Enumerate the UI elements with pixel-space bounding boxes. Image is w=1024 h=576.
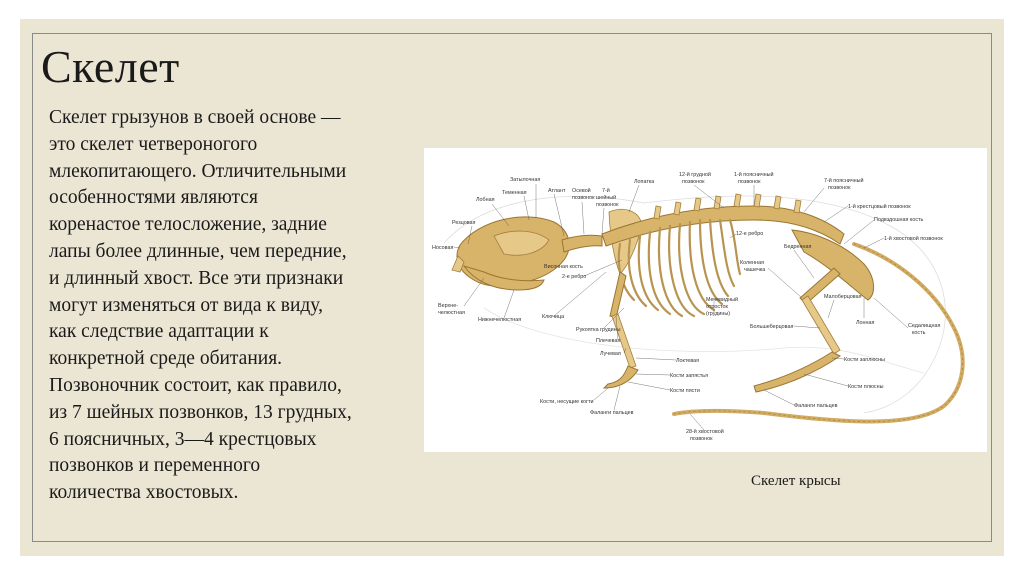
label-kosti-nesushie: Кости, несущие когти bbox=[540, 399, 594, 405]
label-1-poyasn-1: 1-й поясничный bbox=[734, 172, 774, 178]
body-line: из 7 шейных позвонков, 13 грудных, bbox=[49, 401, 352, 423]
front-paw-bones bbox=[604, 366, 638, 388]
slide-body-text bbox=[49, 105, 429, 507]
label-12-grudnoy-1: 12-й грудной bbox=[679, 172, 711, 178]
label-podvzdoshnaya: Подвздошная кость bbox=[874, 217, 924, 223]
figure-caption: Скелет крысы bbox=[751, 473, 841, 489]
body-line: как следствие адаптации к bbox=[49, 321, 269, 343]
label-falangi-2: Фаланги пальцев bbox=[794, 403, 838, 409]
body-line: это скелет четвероногого bbox=[49, 133, 258, 155]
label-1-hvost: 1-й хвостовой позвонок bbox=[884, 236, 943, 242]
label-7-poyasn-1: 7-й поясничный bbox=[824, 178, 864, 184]
body-line: Скелет грызунов в своей основе — bbox=[49, 107, 341, 128]
label-kolennaya-1: Коленная bbox=[740, 260, 765, 266]
label-28-hvost-1: 28-й хвостовой bbox=[686, 429, 724, 435]
label-osevoy: Осевой bbox=[572, 188, 591, 194]
label-plechevaya: Плечевая bbox=[596, 338, 621, 344]
label-kosti-pyasti: Кости пясти bbox=[670, 388, 700, 394]
label-atlant: Атлант bbox=[548, 188, 566, 194]
body-line: лапы более длинные, чем передние, bbox=[49, 240, 347, 262]
label-verhnechel-2: челюстная bbox=[438, 310, 465, 316]
label-zatylochnaya: Затылочная bbox=[510, 177, 541, 183]
slide-title: Скелет bbox=[41, 41, 180, 92]
label-12-grudnoy-2: позвонок bbox=[682, 179, 705, 185]
label-1-krestc: 1-й крестцовый позвонок bbox=[848, 204, 911, 210]
label-malobercovaya: Малоберцовая bbox=[824, 294, 862, 300]
label-kolennaya-2: чашечка bbox=[744, 267, 766, 273]
label-klyuchica: Ключица bbox=[542, 314, 565, 320]
body-line: млекопитающего. Отличительными bbox=[49, 160, 347, 182]
body-line: коренастое телосложение, задние bbox=[49, 214, 327, 236]
rat-skeleton-figure bbox=[424, 148, 987, 452]
label-kosti-zapyastya: Кости запястья bbox=[670, 373, 709, 379]
label-1-poyasn-2: позвонок bbox=[738, 179, 761, 185]
label-rukoyatka: Рукоятка грудины bbox=[576, 327, 621, 333]
label-luchevaya: Лучевая bbox=[600, 351, 621, 357]
body-line: позвонков и переменного bbox=[49, 455, 261, 477]
label-7-sheyny-3: позвонок bbox=[596, 202, 619, 208]
body-line: количества хвостовых. bbox=[49, 482, 239, 504]
label-falangi-1: Фаланги пальцев bbox=[590, 410, 634, 416]
body-line: конкретной среде обитания. bbox=[49, 348, 283, 370]
label-lonnaya: Лонная bbox=[856, 320, 875, 326]
body-line: и длинный хвост. Все эти признаки bbox=[49, 267, 344, 289]
body-line: Позвоночник состоит, как правило, bbox=[49, 374, 342, 396]
label-rezcovaya: Резцовая bbox=[452, 220, 476, 226]
label-7-poyasn-2: позвонок bbox=[828, 185, 851, 191]
label-loktevaya: Локтевая bbox=[676, 358, 700, 364]
label-verhnechel-1: Верхне- bbox=[438, 303, 458, 309]
hind-foot-bones bbox=[754, 352, 840, 392]
label-sedalishch-1: Седалищная bbox=[908, 323, 941, 329]
humerus-bone bbox=[610, 272, 626, 318]
pelvis-bone bbox=[792, 230, 874, 300]
label-2-rebro: 2-е ребро bbox=[562, 274, 587, 280]
label-nosovaya: Носовая bbox=[432, 245, 454, 251]
tibia-bone bbox=[802, 296, 840, 354]
label-mechevidny-2: отросток bbox=[706, 304, 728, 310]
rat-skeleton-illustration bbox=[424, 148, 987, 452]
label-bedrennaya: Бедренная bbox=[784, 244, 812, 250]
label-viskovaya: Височная кость bbox=[544, 264, 583, 270]
label-lobnaya: Лобная bbox=[476, 197, 495, 203]
label-sedalishch-2: кость bbox=[912, 330, 926, 336]
label-lopatka: Лопатка bbox=[634, 179, 655, 185]
cervical-vertebrae bbox=[562, 235, 602, 252]
label-12-rebro: 12-е ребро bbox=[736, 231, 764, 237]
label-mechevidny-1: Мечевидный bbox=[706, 297, 739, 303]
label-temennaya: Теменная bbox=[502, 190, 527, 196]
label-mechevidny-3: (грудины) bbox=[706, 311, 731, 317]
label-nizhnechel: Нижнечелюстная bbox=[478, 317, 522, 323]
label-7-sheyny-1: 7-й bbox=[602, 188, 610, 194]
label-7-sheyny-2: шейный bbox=[596, 195, 617, 201]
body-line: особенностями являются bbox=[49, 187, 258, 209]
label-kosti-zaplyusny: Кости заплюсны bbox=[844, 357, 885, 363]
label-28-hvost-2: позвонок bbox=[690, 436, 713, 442]
label-bolshebercovaya: Большеберцовая bbox=[750, 324, 794, 330]
body-line: 6 поясничных, 3—4 крестцовых bbox=[49, 428, 317, 450]
body-line: могут изменяться от вида к виду, bbox=[49, 294, 323, 316]
label-kosti-plyusny: Кости плюсны bbox=[848, 384, 884, 390]
label-pozvonok: позвонок bbox=[572, 195, 595, 201]
